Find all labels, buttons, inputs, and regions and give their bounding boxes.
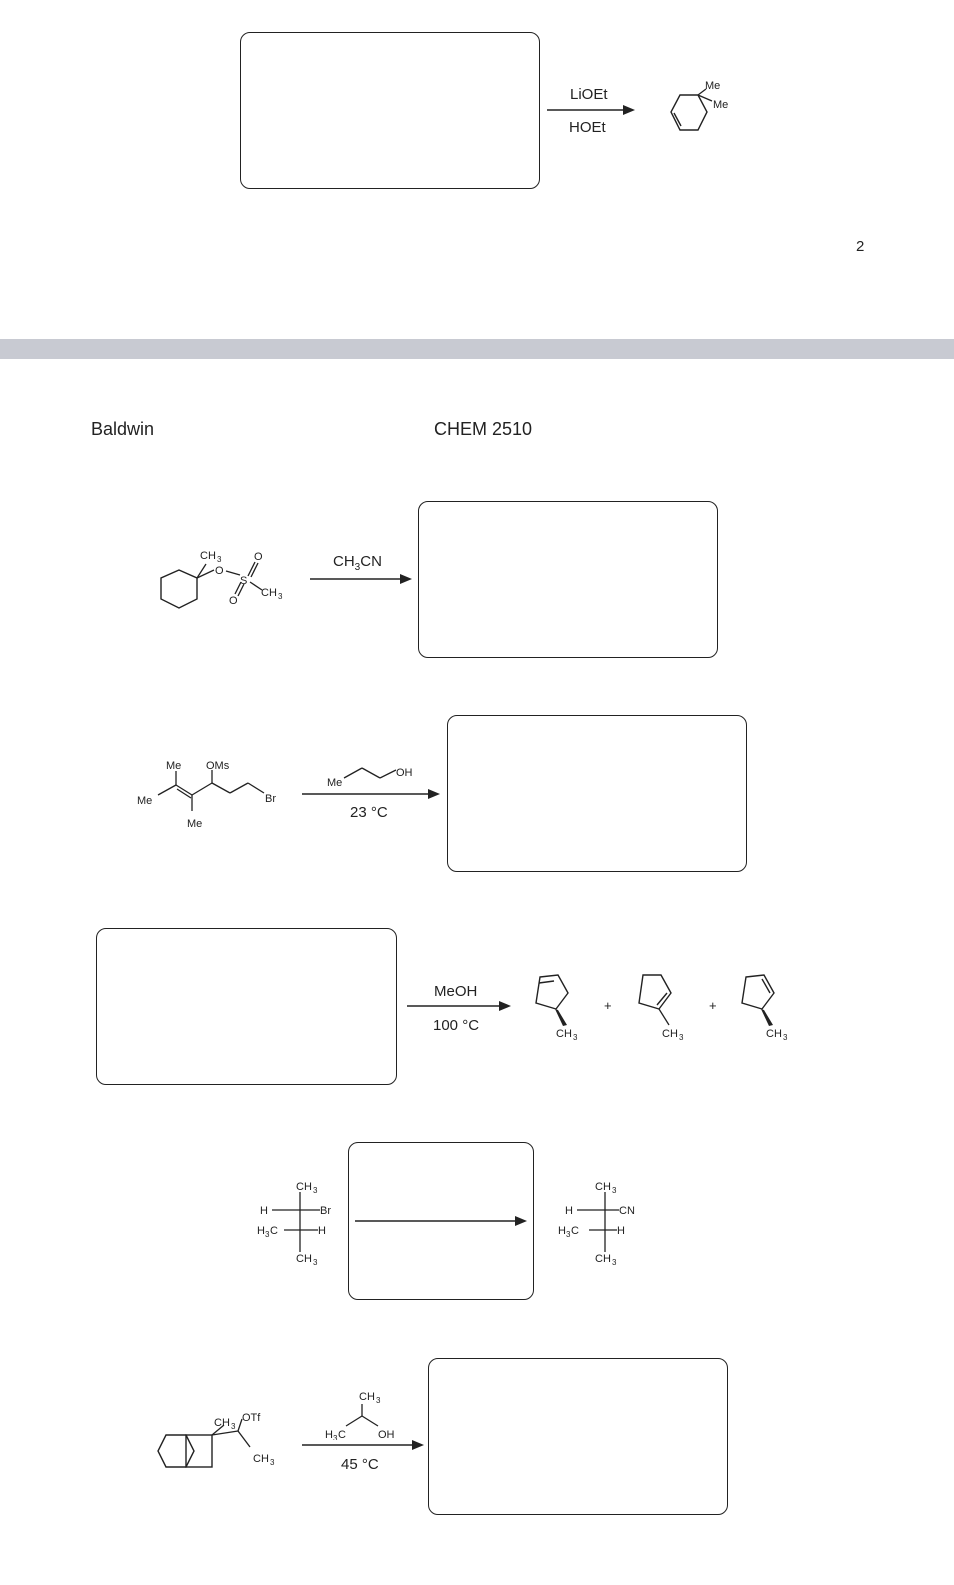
r2-ch-sub: 3 bbox=[217, 555, 222, 564]
r4-answer-box[interactable] bbox=[96, 928, 397, 1085]
r3-me2-label: Me bbox=[166, 760, 182, 772]
r2-reagent-base: CH bbox=[333, 553, 355, 570]
r1-product-structure bbox=[650, 75, 750, 150]
r5-p-h3c-c: C bbox=[571, 1225, 579, 1237]
r5-p-cn: CN bbox=[619, 1205, 635, 1217]
r5-r-h1: H bbox=[260, 1205, 268, 1217]
r3-temp: 23 °C bbox=[350, 804, 388, 821]
r2-ch-label: CH bbox=[200, 550, 216, 562]
r3-answer-box[interactable] bbox=[447, 715, 747, 872]
r5-r-h2: H bbox=[318, 1225, 326, 1237]
r4-product3-structure bbox=[736, 965, 806, 1045]
r1-arrow bbox=[545, 102, 637, 118]
r1-me-right-label: Me bbox=[713, 99, 729, 111]
r6-ch-sub: 3 bbox=[231, 1422, 236, 1431]
r6-alc-oh-label: OH bbox=[378, 1429, 395, 1440]
r6-reactant-structure bbox=[150, 1405, 290, 1485]
r1-me-top-label: Me bbox=[705, 80, 721, 92]
r5-p-top-ch: CH bbox=[595, 1181, 611, 1193]
r3-arrow bbox=[300, 786, 442, 802]
r2-answer-box[interactable] bbox=[418, 501, 718, 658]
r3-me3-label: Me bbox=[187, 818, 203, 830]
r4-plus-2: + bbox=[709, 998, 717, 1013]
r3-me1-label: Me bbox=[137, 795, 153, 807]
r5-product-fischer bbox=[553, 1178, 645, 1268]
r1-answer-box[interactable] bbox=[240, 32, 540, 189]
r5-r-bot-ch: CH bbox=[296, 1253, 312, 1265]
r4-p3-ch-sub: 3 bbox=[783, 1033, 788, 1042]
r4-product2-structure bbox=[629, 965, 699, 1045]
r4-p1-ch-label: CH bbox=[556, 1028, 572, 1040]
r6-arrow bbox=[300, 1437, 426, 1453]
r6-alc-ch-sub: 3 bbox=[376, 1396, 381, 1405]
r5-p-bot-sub: 3 bbox=[612, 1258, 617, 1267]
r2-arrow bbox=[308, 571, 414, 587]
r5-p-bot-ch: CH bbox=[595, 1253, 611, 1265]
r2-reactant-structure bbox=[150, 540, 295, 615]
r2-o1-label: O bbox=[254, 551, 263, 563]
r4-product1-structure bbox=[526, 965, 596, 1045]
r3-alcohol-oh-label: OH bbox=[396, 767, 413, 779]
r5-r-top-ch: CH bbox=[296, 1181, 312, 1193]
r6-alc-h3c-c: C bbox=[338, 1429, 346, 1440]
r2-ch3-label: CH bbox=[261, 587, 277, 599]
page-number: 2 bbox=[856, 238, 865, 255]
r5-p-h2: H bbox=[617, 1225, 625, 1237]
r5-r-h3c-h: H bbox=[257, 1225, 265, 1237]
r5-p-h1: H bbox=[565, 1205, 573, 1217]
header-name: Baldwin bbox=[91, 419, 155, 439]
r2-o-label: O bbox=[215, 565, 224, 577]
r6-temp: 45 °C bbox=[341, 1456, 379, 1473]
r5-r-h3c-sub: 3 bbox=[265, 1230, 270, 1239]
r6-ch-label: CH bbox=[214, 1417, 230, 1429]
r5-r-bot-sub: 3 bbox=[313, 1258, 318, 1267]
r4-arrow bbox=[405, 998, 513, 1014]
r4-p2-ch-label: CH bbox=[662, 1028, 678, 1040]
r1-reagent-top: LiOEt bbox=[570, 86, 608, 103]
r5-p-h3c-sub: 3 bbox=[566, 1230, 571, 1239]
r2-ch3-sub: 3 bbox=[278, 592, 283, 601]
r6-alcohol-structure bbox=[322, 1388, 412, 1440]
r3-oms-label: OMs bbox=[206, 760, 230, 772]
r4-plus-1: + bbox=[604, 998, 612, 1013]
r2-reagent bbox=[333, 553, 382, 573]
r6-alc-ch-label: CH bbox=[359, 1391, 375, 1403]
r5-p-top-sub: 3 bbox=[612, 1186, 617, 1195]
r5-r-h3c-c: C bbox=[270, 1225, 278, 1237]
r4-temp: 100 °C bbox=[433, 1017, 480, 1034]
r6-otf-label: OTf bbox=[242, 1412, 261, 1424]
r5-reactant-fischer bbox=[254, 1178, 346, 1268]
r5-r-top-sub: 3 bbox=[313, 1186, 318, 1195]
r1-reagent-bottom: HOEt bbox=[569, 119, 606, 136]
page-divider bbox=[0, 339, 954, 359]
r5-r-br: Br bbox=[320, 1205, 331, 1217]
r6-alc-h3c-h: H bbox=[325, 1429, 333, 1440]
header-course: CHEM 2510 bbox=[434, 419, 533, 439]
r2-reagent-sub: 3 bbox=[354, 562, 361, 573]
r2-s-label: S bbox=[240, 575, 248, 587]
r6-ch3-label: CH bbox=[253, 1453, 269, 1465]
r5-arrow bbox=[353, 1213, 529, 1229]
r4-p2-ch-sub: 3 bbox=[679, 1033, 684, 1042]
r3-reactant-structure bbox=[132, 755, 292, 835]
r2-reagent-tail: CN bbox=[360, 553, 382, 570]
r4-p1-ch-sub: 3 bbox=[573, 1033, 578, 1042]
r3-alcohol-me-label: Me bbox=[327, 777, 343, 789]
r3-br-label: Br bbox=[265, 793, 276, 805]
r6-alc-h3c-sub: 3 bbox=[333, 1434, 338, 1440]
r4-p3-ch-label: CH bbox=[766, 1028, 782, 1040]
r6-answer-box[interactable] bbox=[428, 1358, 728, 1515]
r2-o2-label: O bbox=[229, 595, 238, 607]
r5-p-h3c-h: H bbox=[558, 1225, 566, 1237]
r4-reagent: MeOH bbox=[434, 983, 478, 1000]
r6-ch3-sub: 3 bbox=[270, 1458, 275, 1467]
